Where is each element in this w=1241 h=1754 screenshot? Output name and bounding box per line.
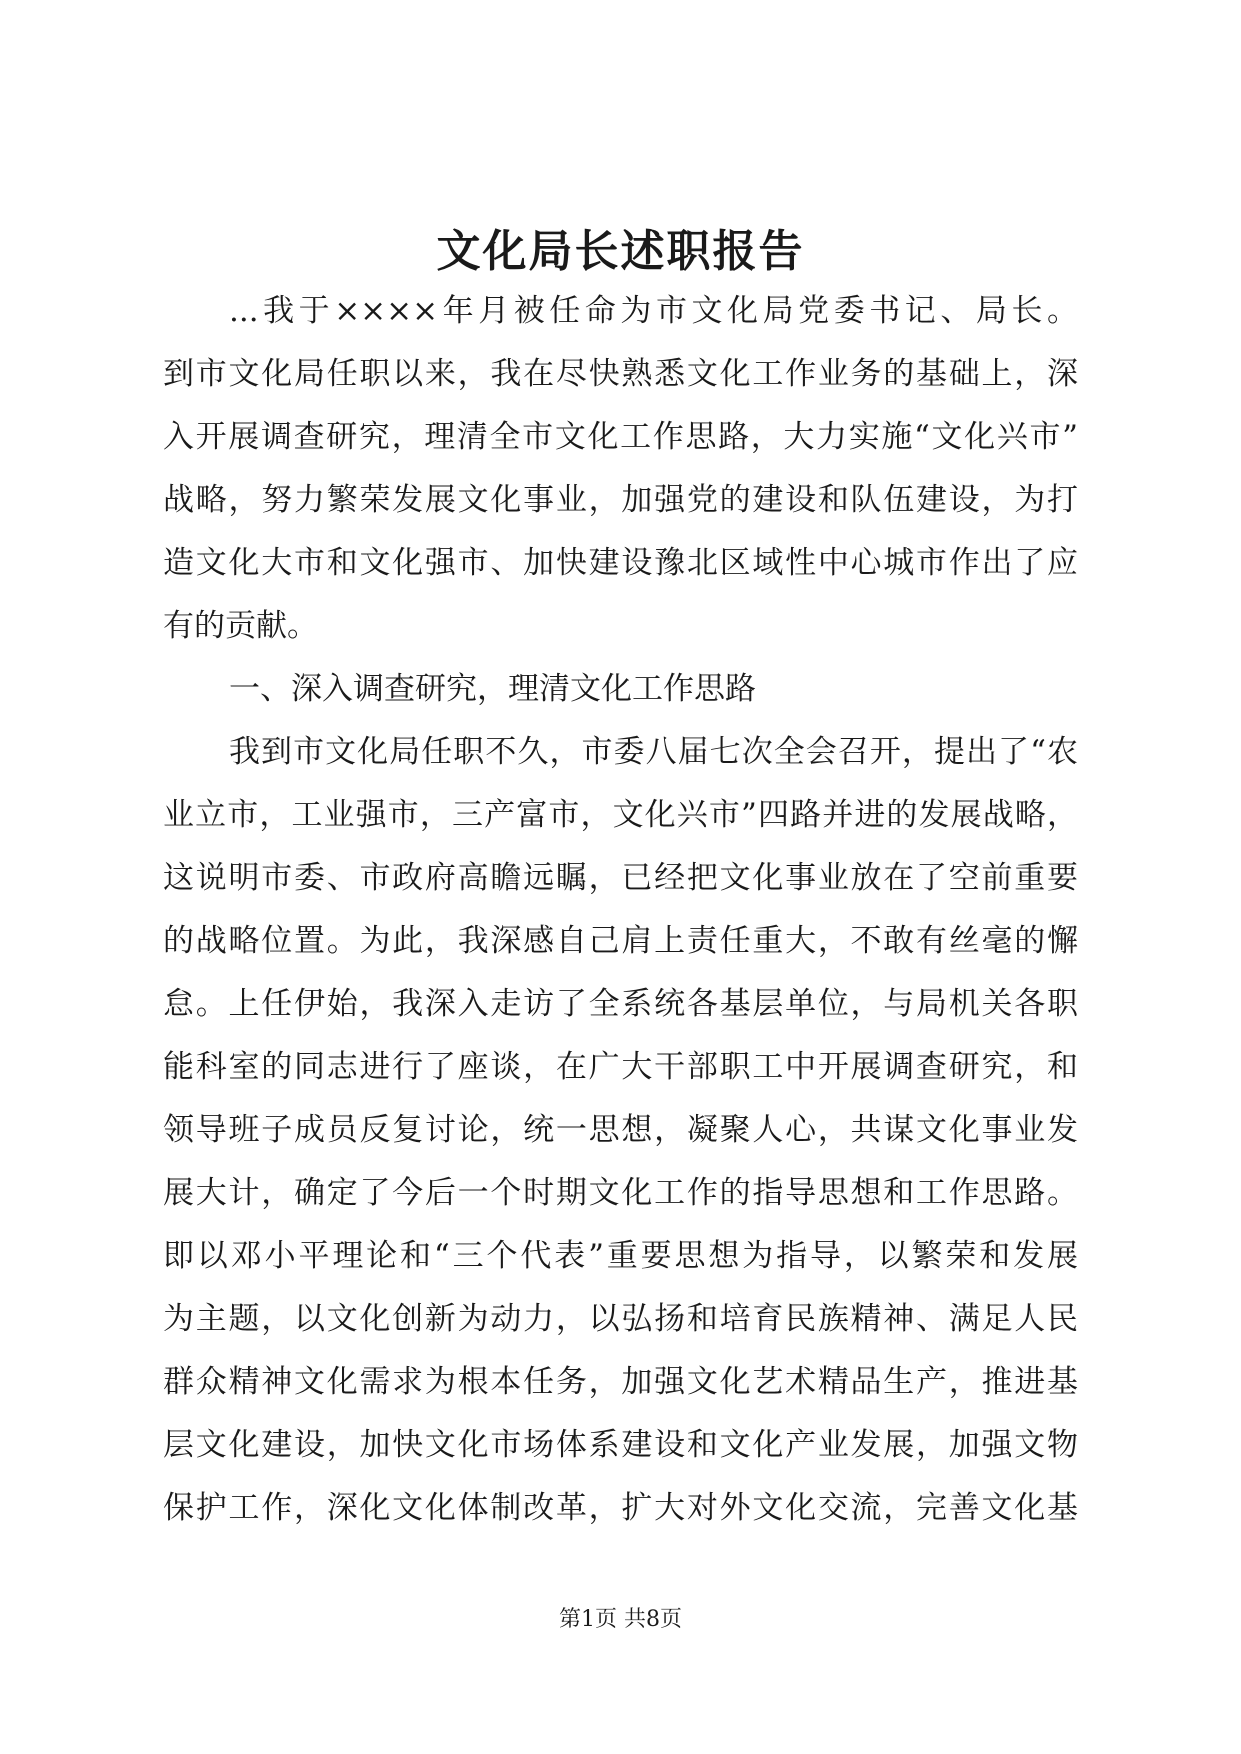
body-line: 入开展调查研究，理清全市文化工作思路，大力实施“文化兴市” — [163, 419, 1078, 455]
page-number: 第1页 共8页 — [559, 1607, 682, 1632]
body-line: 层文化建设，加快文化市场体系建设和文化产业发展，加强文物 — [163, 1427, 1078, 1463]
body-line: 为主题，以文化创新为动力，以弘扬和培育民族精神、满足人民 — [163, 1301, 1078, 1337]
body-line: 有的贡献。 — [163, 608, 318, 644]
section-heading: 一、深入调查研究，理清文化工作思路 — [229, 671, 756, 707]
body-line: ...我于××××年月被任命为市文化局党委书记、局长。 — [229, 293, 1078, 329]
body-line: 展大计，确定了今后一个时期文化工作的指导思想和工作思路。 — [163, 1175, 1078, 1211]
body-line: 的战略位置。为此，我深感自己肩上责任重大，不敢有丝毫的懈 — [163, 923, 1078, 959]
body-line: 到市文化局任职以来，我在尽快熟悉文化工作业务的基础上，深 — [163, 356, 1078, 392]
body-line: 保护工作，深化文化体制改革，扩大对外文化交流，完善文化基 — [163, 1490, 1078, 1526]
body-line: 能科室的同志进行了座谈，在广大干部职工中开展调查研究，和 — [163, 1049, 1078, 1085]
body-line: 即以邓小平理论和“三个代表”重要思想为指导，以繁荣和发展 — [163, 1238, 1078, 1274]
body-line: 怠。上任伊始，我深入走访了全系统各基层单位，与局机关各职 — [163, 986, 1078, 1022]
body-line: 我到市文化局任职不久，市委八届七次全会召开，提出了“农 — [229, 734, 1078, 770]
body-line: 群众精神文化需求为根本任务，加强文化艺术精品生产，推进基 — [163, 1364, 1078, 1400]
body-line: 造文化大市和文化强市、加快建设豫北区域性中心城市作出了应 — [163, 545, 1078, 581]
document-title: 文化局长述职报告 — [436, 226, 805, 277]
body-line: 业立市，工业强市，三产富市，文化兴市”四路并进的发展战略， — [163, 797, 1078, 833]
body-line: 领导班子成员反复讨论，统一思想，凝聚人心，共谋文化事业发 — [163, 1112, 1078, 1148]
body-line: 战略，努力繁荣发展文化事业，加强党的建设和队伍建设，为打 — [163, 482, 1078, 518]
body-line: 这说明市委、市政府高瞻远瞩，已经把文化事业放在了空前重要 — [163, 860, 1078, 896]
document-body — [163, 280, 1078, 1540]
